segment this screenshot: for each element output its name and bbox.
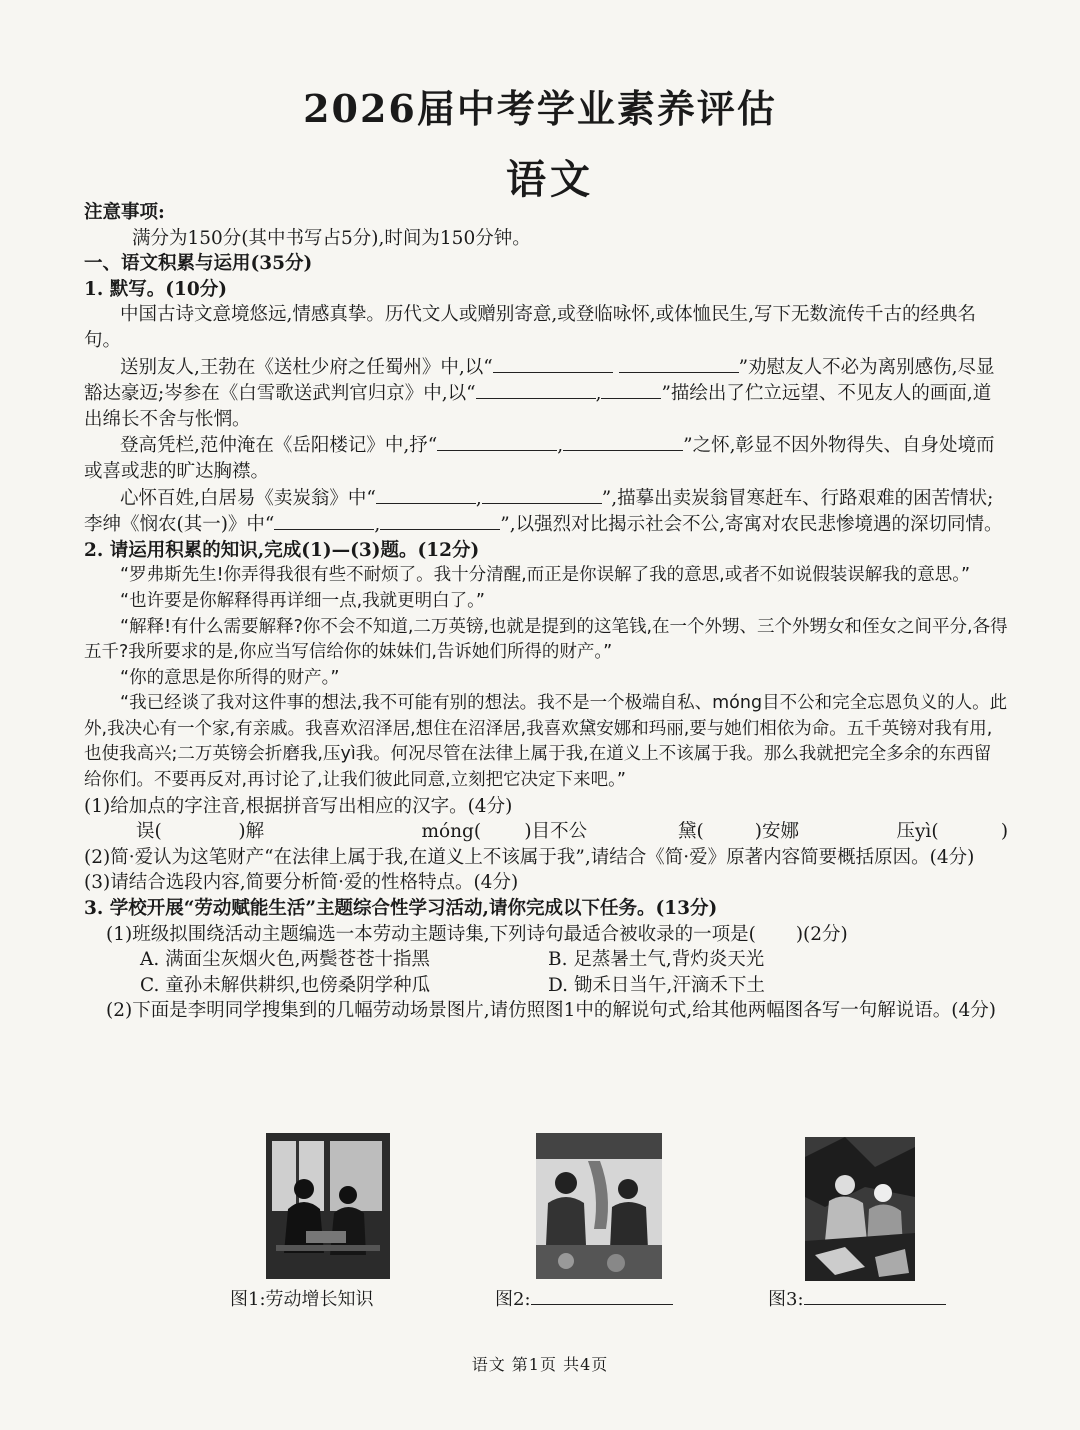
q1-paragraph-people: 心怀百姓,白居易《卖炭翁》中“ , ”,描摹出卖炭翁冒寒赶车、行路艰难的困苦情状;李绅《悯农(其一)》中“ , ”,以强烈对比揭示社会不公,寄寓对农民悲惨境遇的深切同情。 — [84, 485, 1008, 538]
q1-text: 送别友人,王勃在《送杜少府之任蜀州》中,以“ — [120, 356, 493, 378]
q1-intro: 中国古诗文意境悠远,情感真挚。历代文人或赠别寄意,或登临咏怀,或体恤民生,写下无数流传千古的经典名句。 — [84, 304, 977, 351]
answer-blank[interactable] — [482, 485, 602, 504]
pinyin-item: )解 — [238, 821, 265, 843]
answer-blank[interactable] — [476, 380, 596, 399]
choice-a[interactable]: A. 满面尘灰烟火色,两鬓苍苍十指黑 — [140, 949, 431, 971]
q3-subquestion-2: (2)下面是李明同学搜集到的几幅劳动场景图片,请仿照图1中的解说句式,给其他两幅图各写一句解说语。(4分) — [106, 1000, 996, 1022]
caption-label: 图3: — [768, 1289, 804, 1310]
question-1-heading: 1. 默写。(10分) — [84, 278, 228, 300]
exam-content — [84, 200, 1008, 1024]
pinyin-item: )安娜 — [754, 821, 799, 843]
page-footer: 语文 第1页 共4页 — [471, 1355, 609, 1374]
answer-blank[interactable] — [531, 1286, 673, 1305]
notice-text: 满分为150分(其中书写占5分),时间为150分钟。 — [132, 227, 531, 249]
section-heading: 一、语文积累与运用(35分) — [84, 253, 313, 275]
q2-subquestion-3: (3)请结合选段内容,简要分析简·爱的性格特点。(4分) — [84, 872, 519, 894]
answer-blank[interactable] — [274, 511, 374, 530]
q1-text: 心怀百姓,白居易《卖炭翁》中“ — [120, 487, 376, 509]
question-3-heading: 3. 学校开展“劳动赋能生活”主题综合性学习活动,请你完成以下任务。(13分) — [84, 898, 718, 920]
pinyin-item: móng( — [421, 821, 482, 843]
passage-paragraph: “解释!有什么需要解释?你不会不知道,二万英镑,也就是提到的这笔钱,在一个外甥、三个外甥女和侄女之间平分,各得五千?我所要求的是,你应当写信给你的妹妹们,告诉她们所得的财产。” — [84, 616, 1008, 663]
q1-paragraph-yueyang: 登高凭栏,范仲淹在《岳阳楼记》中,抒“ , ”之怀,彰显不因外物得失、自身处境而或喜或悲的旷达胸襟。 — [84, 432, 1008, 484]
passage-paragraph: “也许要是你解释得再详细一点,我就更明白了。” — [120, 590, 485, 611]
q2-subquestion-2: (2)简·爱认为这笔财产“在法律上属于我,在道义上不该属于我”,请结合《简·爱》原著内容简要概括原因。(4分) — [84, 846, 975, 868]
answer-blank[interactable] — [804, 1286, 946, 1305]
exam-title: 2026届中考学业素养评估 — [303, 86, 777, 131]
q1-text: ”描绘出了伫立远望、不见友人的画面,道出绵长不舍与怅惘。 — [84, 383, 992, 430]
question-2-heading: 2. 请运用积累的知识,完成(1)—(3)题。(12分) — [84, 539, 480, 561]
labor-picture-1 — [266, 1133, 390, 1279]
passage-paragraph: “你的意思是你所得的财产。” — [120, 667, 340, 688]
passage-paragraph: “罗弗斯先生!你弄得我很有些不耐烦了。我十分清醒,而正是你误解了我的意思,或者不如说假装误解我的意思。” — [120, 565, 971, 586]
pinyin-item: 黛( — [677, 821, 704, 843]
answer-blank[interactable] — [619, 354, 739, 373]
answer-blank[interactable] — [601, 380, 661, 399]
q3-text: )(2分) — [795, 923, 848, 945]
answer-blank[interactable] — [437, 432, 557, 451]
caption-label: 图2: — [495, 1289, 531, 1310]
q2-subquestion-1: (1)给加点的字注音,根据拼音写出相应的汉字。(4分) — [84, 795, 513, 817]
notice-heading: 注意事项: — [84, 202, 165, 223]
labor-picture-3 — [805, 1137, 915, 1281]
q3-text: (1)班级拟围绕活动主题编选一本劳动主题诗集,下列诗句最适合被收录的一项是( — [106, 923, 756, 945]
q3-subquestion-1 — [84, 922, 1008, 948]
pinyin-row — [84, 819, 1008, 845]
pinyin-item: 误( — [136, 821, 162, 843]
picture-3-caption — [768, 1285, 946, 1311]
q1-text: ”,描摹出卖炭翁冒寒赶车、行路艰难的困苦情状;李绅《悯农(其一)》中“ — [84, 487, 994, 536]
q1-text: ”之怀,彰显不因外物得失、自身处境而或喜或悲的旷达胸襟。 — [84, 435, 995, 482]
picture-1-caption: 图1:劳动增长知识 — [230, 1289, 374, 1310]
labor-picture-2 — [536, 1133, 662, 1279]
pinyin-item: ) — [1000, 821, 1009, 843]
answer-blank[interactable] — [380, 511, 500, 530]
answer-blank[interactable] — [376, 485, 476, 504]
choice-d[interactable]: D. 锄禾日当午,汗滴禾下土 — [548, 974, 765, 996]
q1-text: ”劝慰友人不必为离别感伤,尽显豁达豪迈;岑参在《白雪歌送武判官归京》中,以“ — [84, 356, 995, 405]
passage-paragraph: “我已经谈了我对这件事的想法,我不可能有别的想法。我不是一个极端自私、móng目不公和完全忘恩负义的人。此外,我决心有一个家,有亲戚。我喜欢沼泽居,想住在沼泽居,我喜欢黛安娜和玛丽,要与她们相依为命。五千英镑对我有用,也使我高兴;二万英镑会折磨我,压yì我。何况尽管在法律上属于我,在道义上不该属于我。那么我就把完全多余的东西留给你们。不要再反对,再讨论了,让我们彼此同意,立刻把它决定下来吧。” — [84, 693, 1008, 791]
subject-title: 语文 — [506, 156, 594, 203]
pinyin-item: 压yì( — [896, 821, 939, 843]
answer-blank[interactable] — [493, 354, 613, 373]
picture-2-caption — [495, 1285, 673, 1311]
q1-paragraph-farewell: 送别友人,王勃在《送杜少府之任蜀州》中,以“ ”劝慰友人不必为离别感伤,尽显豁达豪迈;岑参在《白雪歌送武判官归京》中,以“ , ”描绘出了伫立远望、不见友人的画面,道出绵长不舍与怅惘。 — [84, 354, 1008, 433]
q1-text: 登高凭栏,范仲淹在《岳阳楼记》中,抒“ — [120, 435, 438, 457]
q1-text: ”,以强烈对比揭示社会不公,寄寓对农民悲惨境遇的深切同情。 — [500, 514, 1003, 536]
choice-b[interactable]: B. 足蒸暑土气,背灼炎天光 — [548, 949, 765, 971]
picture-row — [0, 1133, 1080, 1313]
choice-c[interactable]: C. 童孙未解供耕织,也傍桑阴学种瓜 — [140, 974, 431, 996]
pinyin-item: )目不公 — [524, 821, 588, 843]
choice-list — [84, 947, 1008, 998]
answer-blank[interactable] — [563, 432, 683, 451]
